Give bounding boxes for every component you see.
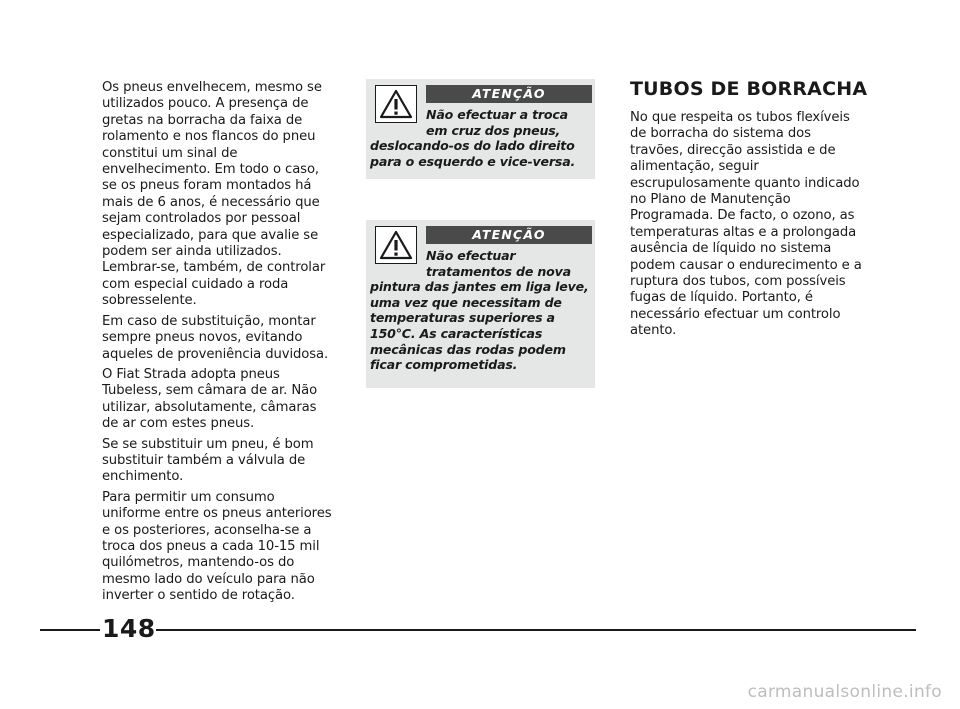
warning-text [370,107,592,169]
footer-rule [40,629,100,631]
warning-text-rest: pintura das jantes em liga leve, uma vez que necessitam de temperaturas superiores a 150°C. As características mecânicas das rodas podem ficar comprometidas. [370,279,589,373]
warning-box [366,220,595,388]
paragraph: No que respeita os tubos flexíveis de borracha do sistema dos travões, direcção assistida e de alimentação, seguir escrupulosamente quanto indicado no Plano de Manutenção Programada. De facto, o ozono, as temperaturas altas e a prolongada ausência de líquido no sistema podem causar o endurecimento e a ruptura dos tubos, com possíveis fugas de líquido. Portanto, é necessário efectuar um controlo atento. [630,110,862,339]
warning-label: ATENÇÃO [426,85,592,103]
warning-label: ATENÇÃO [426,226,592,244]
paragraph: O Fiat Strada adopta pneus Tubeless, sem câmara de ar. Não utilizar, absolutamente, câmaras de ar com estes pneus. [102,366,318,432]
warning-text-lead: Não efectuar a troca em cruz dos pneus, [426,107,568,138]
rubber-hoses-text-column [630,110,866,344]
warning-text-lead: Não efectuar tratamentos de nova [426,248,571,279]
warning-text [370,248,592,373]
page-number: 148 [102,614,156,643]
paragraph: Os pneus envelhecem, mesmo se utilizados pouco. A presença de gretas na borracha da faixa de rolamento e nos flancos do pneu constitui um sinal de envelhecimento. Em todo o caso, se os pneus foram montados há mais de 6 anos, é necessário que sejam controlados por pessoal especializado, para que avalie se podem ser ainda utilizados. Lembrar-se, também, de controlar com especial cuidado a roda sobresselente. [102,80,326,309]
footer-rule [156,629,916,631]
watermark: carmanualsonline.info [747,682,942,702]
section-title: TUBOS DE BORRACHA [630,78,868,100]
warning-box [366,79,595,179]
paragraph: Para permitir um consumo uniforme entre os pneus anteriores e os posteriores, aconselha-se a troca dos pneus a cada 10-15 mil quilómetros, mantendo-os do mesmo lado do veículo para não inverter o sentido de rotação. [102,489,332,604]
paragraph: Em caso de substituição, montar sempre pneus novos, evitando aqueles de proveniência duvidosa. [102,313,329,362]
paragraph: Se se substituir um pneu, é bom substituir também a válvula de enchimento. [102,436,314,485]
tyres-text-column [102,80,336,609]
warning-text-rest: deslocando-os do lado direito para o esquerdo e vice-versa. [370,138,576,169]
